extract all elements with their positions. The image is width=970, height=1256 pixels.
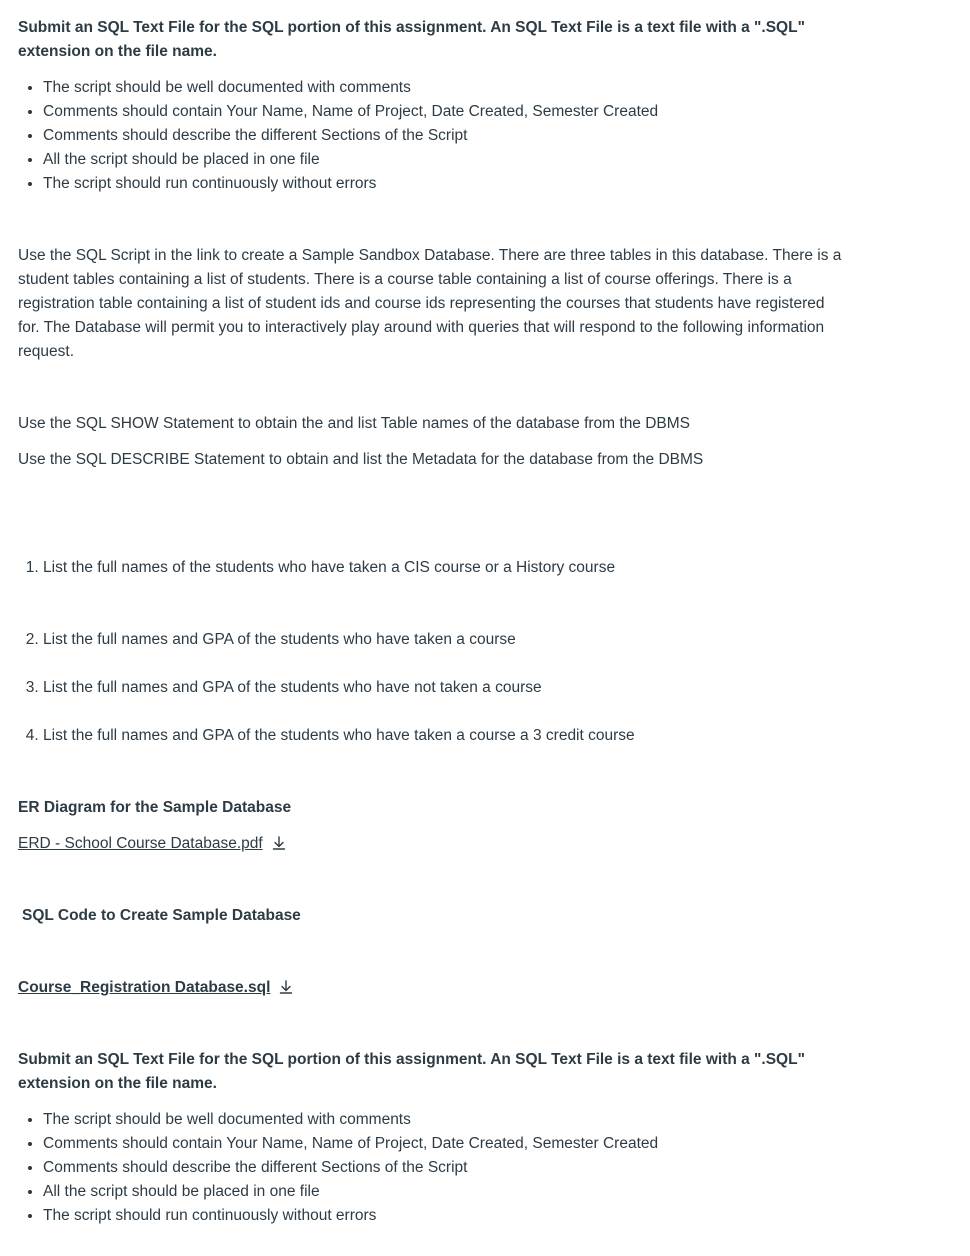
- sql-code-heading: SQL Code to Create Sample Database: [22, 907, 301, 924]
- list-item: • The script should be well documented with comments: [43, 76, 848, 100]
- question-list-1: [18, 556, 848, 580]
- list-item: • Comments should describe the different Sections of the Script: [43, 124, 848, 148]
- question-item: 2. List the full names and GPA of the students who have taken a course: [43, 628, 848, 652]
- list-item: • The script should be well documented with comments: [43, 1108, 848, 1132]
- sql-file-row: [18, 976, 848, 1000]
- list-item: • Comments should contain Your Name, Name of Project, Date Created, Semester Created: [43, 1132, 848, 1156]
- show-statement-instruction: Use the SQL SHOW Statement to obtain the and list Table names of the database from the DBMS: [18, 415, 691, 432]
- question-list-4: [18, 724, 848, 748]
- download-icon[interactable]: [278, 979, 294, 995]
- sql-file-link[interactable]: Course_Registration Database.sql: [18, 979, 271, 996]
- intro-requirements-list: [18, 76, 848, 196]
- list-item: • The script should run continuously without errors: [43, 1204, 848, 1228]
- erd-file-link[interactable]: ERD - School Course Database.pdf: [18, 835, 263, 852]
- outro-requirements-list: [18, 1108, 848, 1228]
- describe-statement-instruction: Use the SQL DESCRIBE Statement to obtain and list the Metadata for the database from the DBMS: [18, 451, 704, 468]
- question-list-3: [18, 676, 848, 700]
- question-item: 3. List the full names and GPA of the students who have not taken a course: [43, 676, 848, 700]
- list-item: • The script should run continuously without errors: [43, 172, 848, 196]
- question-list-2: [18, 628, 848, 652]
- database-description: Use the SQL Script in the link to create a Sample Sandbox Database. There are three tables in this database. There is a student tables containing a list of students. There is a course table containing a list of course offerings. There is a registration table containing a list of student ids and course ids representing the courses that students have registered for. The Database will permit you to interactively play around with queries that will respond to the following information request.: [18, 247, 842, 360]
- intro-heading: Submit an SQL Text File for the SQL portion of this assignment. An SQL Text File is a text file with a ".SQL" extension on the file name.: [18, 19, 805, 60]
- erd-heading: ER Diagram for the Sample Database: [18, 799, 292, 816]
- erd-file-row: [18, 832, 848, 856]
- list-item: • All the script should be placed in one file: [43, 148, 848, 172]
- download-icon[interactable]: [271, 835, 287, 851]
- list-item: • Comments should contain Your Name, Name of Project, Date Created, Semester Created: [43, 100, 848, 124]
- outro-heading: Submit an SQL Text File for the SQL portion of this assignment. An SQL Text File is a text file with a ".SQL" extension on the file name.: [18, 1051, 805, 1092]
- list-item: • All the script should be placed in one file: [43, 1180, 848, 1204]
- list-item: • Comments should describe the different Sections of the Script: [43, 1156, 848, 1180]
- assignment-content: [18, 16, 848, 1228]
- question-item: 1. List the full names of the students who have taken a CIS course or a History course: [43, 556, 848, 580]
- question-item: 4. List the full names and GPA of the students who have taken a course a 3 credit course: [43, 724, 848, 748]
